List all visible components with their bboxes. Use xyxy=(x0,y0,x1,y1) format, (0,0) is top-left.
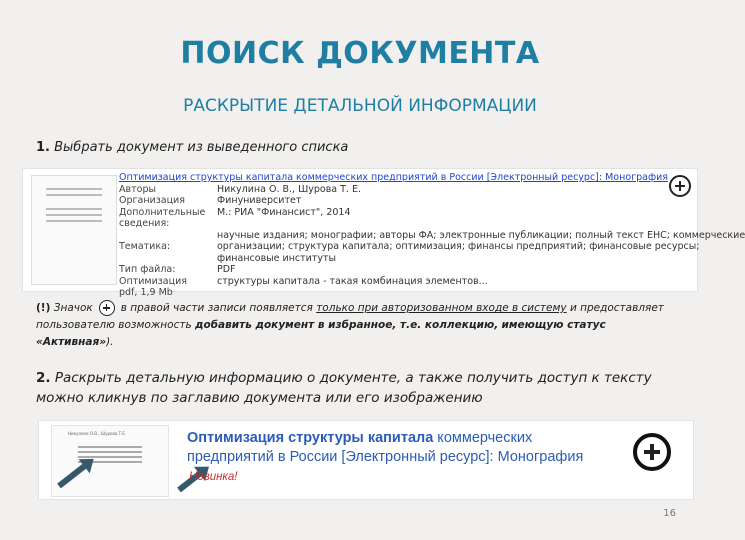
note-prefix: (!) xyxy=(36,302,51,314)
note-part-3: имеющую статус «Активная» xyxy=(36,319,606,348)
record-field: Оптимизация структуры капитала - такая комбинация элементов... xyxy=(119,275,488,287)
plus-circle-icon[interactable] xyxy=(633,433,671,471)
document-title-rest[interactable]: коммерческих предприятий в России [Электронный ресурс]: Монография xyxy=(187,430,584,465)
note-bold-action: добавить документ в избранное, т.е. коллекцию, xyxy=(195,319,499,331)
slide-subtitle: РАСКРЫТИЕ ДЕТАЛЬНОЙ ИНФОРМАЦИИ xyxy=(183,96,537,116)
plus-circle-icon xyxy=(99,300,115,316)
note-part-2: и предоставляет пользователю возможность xyxy=(36,302,664,331)
page-number: 16 xyxy=(663,508,676,519)
document-title-bold[interactable]: Оптимизация структуры капитала xyxy=(187,430,434,446)
record-details xyxy=(119,172,745,299)
note-icon-word: Значок xyxy=(53,302,93,314)
search-result-record-detailed xyxy=(22,168,745,298)
record-field: Авторы Никулина О. В., Шурова Т. Е. xyxy=(119,183,361,195)
record-field: научные издания; монографии; авторы ФА; электронные публикации; полный текст ЕНС; коммерческие xyxy=(217,229,745,241)
step-1-number: 1. xyxy=(36,140,50,155)
document-thumbnail[interactable] xyxy=(31,175,117,285)
step-1-text: Выбрать документ из выведенного списка xyxy=(54,140,349,155)
record-field: сведения: xyxy=(119,218,170,229)
search-result-record xyxy=(38,420,694,500)
step-1-instruction xyxy=(36,140,348,155)
note-underlined: только при авторизованном входе в систему xyxy=(316,302,567,314)
cover-authors: Никулина О.В., Шурова Т.Е. xyxy=(68,431,127,436)
note-end: ). xyxy=(106,336,114,348)
record-field: Дополнительные М.: РИА "Финансист", 2014 xyxy=(119,206,351,218)
plus-circle-icon[interactable] xyxy=(669,175,691,197)
record-title-link[interactable]: Оптимизация структуры капитала коммерческих предприятий в России [Электронный ресурс]: Монография xyxy=(119,172,668,183)
record-field: Организация Финуниверситет xyxy=(119,195,302,206)
step-2-number: 2. xyxy=(36,370,51,386)
step-2-instruction xyxy=(36,368,686,408)
record-field: Тип файла: PDF xyxy=(119,264,236,275)
note-part-1: в правой части записи появляется xyxy=(120,302,313,314)
document-title-link[interactable] xyxy=(187,429,617,467)
slide-title: ПОИСК ДОКУМЕНТА xyxy=(180,36,540,71)
record-field: финансовые институты xyxy=(217,252,337,264)
document-cover-image[interactable] xyxy=(51,425,169,497)
record-field: pdf, 1,9 Mb xyxy=(119,287,173,298)
note-text xyxy=(36,300,676,351)
new-badge: Новинка! xyxy=(189,471,238,483)
record-field: Тематика: организации; структура капитала; оптимизация; финансы предприятий; финансовые ресурсы; xyxy=(119,241,700,252)
step-2-text: Раскрыть детальную информацию о документе, а также получить доступ к тексту можно кликнув по заглавию документа или его изображению xyxy=(36,370,652,406)
